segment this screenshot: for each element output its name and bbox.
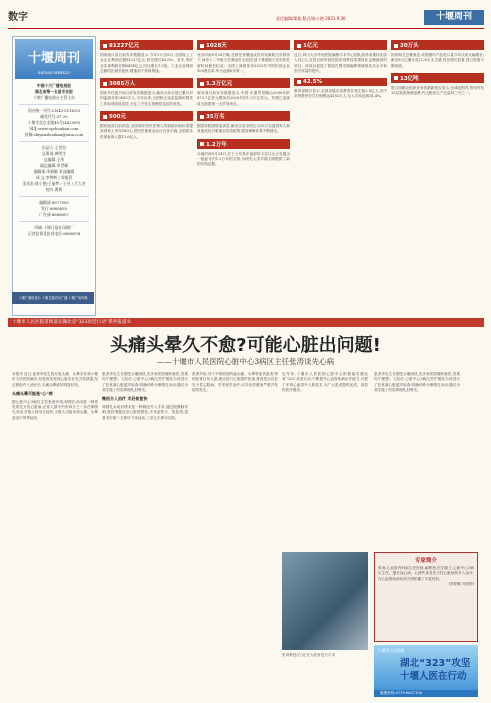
masthead-staff: 总策划:黄明生 <box>41 151 67 156</box>
news-text: 北京时间9月28日晚,在被任务俄组成员的英雄航天员陪伴下,神舟十二号航天员乘组安全返回,创下我国航天员在轨驻留时间最长纪录。全国工商联发布2021年中国民营企业500强名单,华为连续6年第一。 <box>197 53 290 73</box>
header-logo: 十堰周刊 <box>424 10 484 25</box>
article-text: 近年来,十堰市人民医院心脏中心积极落实湖北省“323”攻坚行动,不断提升心血管疾病诊疗能力,开展了多项心血管介入新技术,为广大患者提供优质、高效的医疗服务。 <box>282 372 368 392</box>
masthead-staff: 编辑部:李新颖 张深编辑 <box>33 169 75 174</box>
editor-meta: 责任编辑/郑旭 版式/陈小艳 2021.9.30 <box>276 16 346 21</box>
article-text: 据心脏中心3病区主任张涛介绍,卵圆孔未闭是一种常见的先天性心脏病,正常人群中约有四分之一存在卵圆孔未闭,多数人终身无症状,少数人可能出现头痛、头晕甚至中风等症状。 <box>12 399 98 420</box>
article-column-3 <box>192 372 278 393</box>
article-text: 患者李先生长期受头痛困扰,在多家医院辗转就医,效果均不理想。入院后,心脏中心3病区医护团队为其进行了经食道心脏超声检查,明确诊断为卵圆孔未闭,随后为其实施了经皮卵圆孔封堵术。 <box>374 372 460 392</box>
article-title: 头痛头晕久不愈?可能心脏出问题! <box>110 335 381 356</box>
masthead-footer: 十堰广播电视台 十堰交通音乐广播 十堰广电传媒 <box>18 296 88 300</box>
masthead-phone: 编辑部:8677000 <box>39 200 69 205</box>
news-text: 当地时间9月24日,位于土耳其东南部的卡拉汉山丘发掘出一批距今约1.2万年的文物,为研究人类早期文明提供了新的实物证据。 <box>197 151 290 167</box>
masthead-staff: 校对:曹莉 <box>45 187 63 192</box>
masthead-info: 投稿:shiyanzhoukan@sina.com <box>24 132 84 137</box>
article-column-1 <box>12 372 98 421</box>
news-head-1-2: 1.2万年 <box>197 139 290 149</box>
news-head-81227: 81227亿元 <box>100 40 193 50</box>
news-text: 近日,四川大学华西医院麻醉手术中心团队获得成果转化收入1亿元,这是目前华西医院单项科技成果转化金额最高的项目。该项目促进了我国在围术期麻醉领域的技术水平和医疗质量的提升。 <box>294 53 387 73</box>
article-column-5 <box>374 372 460 542</box>
divider <box>19 104 89 105</box>
divider <box>19 141 89 142</box>
masthead <box>12 36 96 316</box>
masthead-logo-subtitle: SHIYAN WEEKLY <box>37 71 71 75</box>
article-subtitle: ——十堰市人民医院心脏中心3病区主任张涛谈先心病 <box>156 357 335 366</box>
divider <box>19 196 89 197</box>
news-head-3085: 3085万人 <box>100 78 193 88</box>
ad-brand: 十堰市人民医院 <box>378 648 405 653</box>
news-text: 国家海关总署消息,英国猪肉产品进口量今年以来大幅增长,截至8月已累计进口20万头生猪,同比增长显著,进口渠道不断拓展。 <box>391 53 484 68</box>
section-label: 数字 <box>8 12 28 23</box>
article-text: 患者李先生长期受头痛困扰,在多家医院辗转就医,效果均不理想。入院后,心脏中心3病区医护团队为其进行了经食道心脏超声检查,明确诊断为卵圆孔未闭,随后为其实施了经皮卵圆孔封堵术。 <box>102 372 188 392</box>
news-column-3 <box>294 36 387 100</box>
news-head-1-3: 1.3万亿元 <box>197 78 290 88</box>
expert-profile-box <box>374 552 478 642</box>
expert-profile-text: 张涛,心血管内科副主任医师,副教授,医学硕士,心脏中心3病区主任。擅长冠心病、心律失常及先天性心脏病的介入治疗,在心血管疾病诊治方面积累了丰富经验。 <box>378 566 474 581</box>
masthead-info: 十堰市北京北路40号(442000) <box>27 120 81 125</box>
ad-phone: 健康热线:0719-8637100 <box>380 691 422 695</box>
news-column-2 <box>197 36 290 168</box>
news-text: 据国务院国资委消息,截至目前全国已为35万名退役军人和其他优抚对象落实优待政策,服务保障体系不断健全。 <box>197 124 290 134</box>
masthead-logo: 十堰周刊 <box>15 39 93 79</box>
masthead-printer: 记者监督及投诉电话:8666058 <box>27 231 81 236</box>
masthead-info: 邮发代号:37-20 <box>40 114 68 119</box>
article-text: 卵圆孔未闭封堵术是一种微创介入手术,通过股静脉穿刺,将封堵器送至心脏缺损处,手术创伤小、恢复快,患者术后第二天即可下床活动,三至五天即可出院。 <box>102 405 188 420</box>
news-head-13: 13亿吨 <box>391 73 484 83</box>
hospital-ad <box>374 645 478 697</box>
news-head-1028: 1028天 <box>197 40 290 50</box>
news-text: 教育部统计显示,全国各级各类教育在校生数2.9亿人,其中高等教育在学总规模达4183万人,毛入学率达到54.4%。 <box>294 89 387 99</box>
masthead-tagline-1: 中国十大广播电视报 <box>36 83 72 88</box>
article-byline: (李梦琳 冯婷婷) <box>448 581 474 586</box>
news-text: 商务部日前发布数据显示,中国-东盟贸易额由2000年的873.7亿美元增加至2020年的1.3万亿美元。东盟已连续成为我国第一大贸易伙伴。 <box>197 91 290 106</box>
news-text: 国家乡村振兴局日前发布数据显示,截至目前全国已累计识别监测对象3085万人,今年以来,全国防止返贫监测和帮扶工作取得明显成效,守住了不发生规模性返贫的底线。 <box>100 91 193 106</box>
news-head-35: 35万名 <box>197 111 290 121</box>
ad-slogan: 湖北“323”攻坚 十堰人医在行动 <box>400 658 471 682</box>
news-text: 联合国粮农组织发布的最新报告显示,全球范围内,每年约有13亿吨食物被浪费,约占粮食生产总量的三分之一。 <box>391 85 484 96</box>
page-header <box>8 6 484 26</box>
news-text: 国家统计局日前发布数据显示,今年1月至8月,全国规上工业企业利润总额81227亿元,同比增长49.5%。其中,采矿业实现利润总额6434亿元,同比增长1.5倍。工业企业利润总额同比增长较快,增速高于营收增速。 <box>100 53 193 73</box>
masthead-info: 网址:www.syzhoukan.com <box>29 126 79 131</box>
expert-profile-title: 专家简介 <box>414 558 437 564</box>
news-head-500: 500元 <box>100 111 193 121</box>
article-subhead: 微创介入治疗 术后恢复快 <box>102 396 148 402</box>
news-text: 据民政部日前消息,全国城乡居民医保人均财政补助标准提高到每人每年580元,居民医保基金运行总体平稳,全国基本医保参保人数13.6亿人。 <box>100 124 193 139</box>
surgery-photo <box>282 552 368 650</box>
masthead-staff: 美术室:陈小艳/王丽梦 / 王昱 / 吕大芳 <box>22 181 86 186</box>
news-head-42-5: 42.5% <box>294 78 387 86</box>
article-text: 张涛介绍,对于不明原因的偏头痛、头晕等症状患者,特别是青壮年人群,建议进行心脏超声检查,排查是否存在先天性心脏病。早发现早治疗,可以有效避免严重并发症的发生。 <box>192 372 278 392</box>
header-rule <box>8 28 484 29</box>
masthead-phone: 广告部:8666607 <box>39 212 69 217</box>
masthead-staff: 出品人:王世昌 <box>41 145 67 150</box>
article-column-2 <box>102 372 188 421</box>
article-subhead: 头痛头晕可能是“心”病 <box>12 390 53 396</box>
masthead-staff: 副总编辑:李世耀 <box>40 163 68 168</box>
news-column-4 <box>391 36 484 96</box>
masthead-info: 国内统一刊号:CN42-0114/03 <box>27 108 81 113</box>
series-banner <box>8 318 484 327</box>
masthead-staff: 网 文:李赞辉 / 郑旭管 <box>35 175 73 180</box>
news-column-1 <box>100 36 193 140</box>
news-head-1yi: 1亿元 <box>294 40 387 50</box>
news-head-20: 20万头 <box>391 40 484 50</box>
series-banner-text: 十堰市人民医院贯彻落实湖北省“323攻坚行动”系列报道③ <box>12 320 131 325</box>
photo-caption: 张涛教授(右)正在为患者进行手术 <box>282 653 336 657</box>
masthead-staff: 总编辑:王纬 <box>43 157 65 162</box>
masthead-tagline-3: 十堰广播电视台主管主办 <box>33 95 75 100</box>
divider <box>19 221 89 222</box>
masthead-printer: 印刷:十堰日报社印刷厂 <box>34 225 74 230</box>
masthead-phone: 发行:8666658 <box>41 206 67 211</box>
masthead-footer-strip <box>12 292 94 304</box>
article-column-4 <box>282 372 368 393</box>
article-text: 本报讯 近日,患者李先生因反复头痛、头晕多年到十堰市人民医院就诊,经检查发现其心脏存在先天性缺损,经过微创介入治疗后,头痛头晕症状明显好转。 <box>12 372 98 387</box>
masthead-tagline-2: 湖北省第一五星专业报 <box>35 89 73 94</box>
